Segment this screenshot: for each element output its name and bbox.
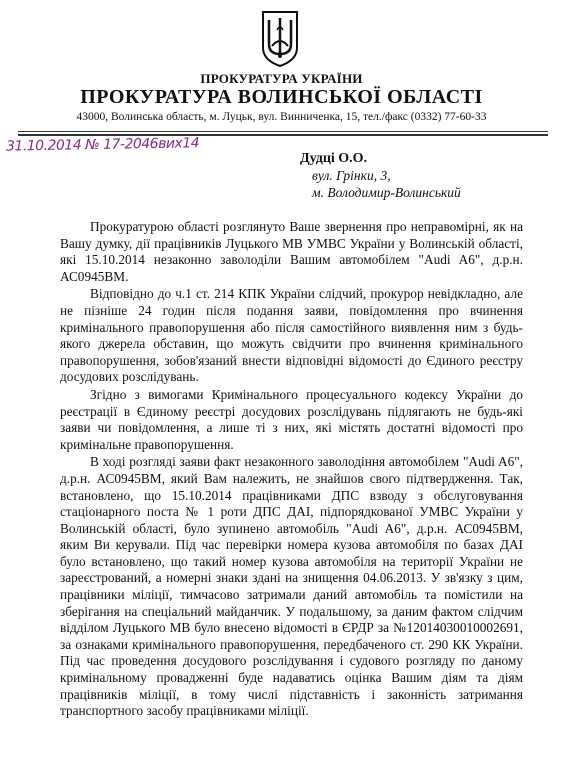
recipient-name: Дудці О.О. [300,151,368,166]
recipient-street: вул. Грінки, 3, [312,168,391,183]
paragraph-3: Згідно з вимогами Кримінального процесуального кодексу України до реєстрації в Єдиному реєстрі досудових розслідувань підлягають не будь-які заяви чи повідомлення, а лише ті з них, які містять достатні відомості про кримінальне правопорушення. [60,386,523,452]
recipient-block [300,150,550,201]
letter-body [60,219,523,721]
registration-handwriting [6,133,306,154]
org-top-title: ПРОКУРАТУРА УКРАЇНИ [200,71,363,86]
paragraph-2: Відповідно до ч.1 ст. 214 КПК України слідчий, прокурор невідкладно, але не пізніше 24 годин після подання заяви, повідомлення про вчинення кримінального правопорушення або після самостійного виявлення ним з будь-якого джерела обставин, що можуть свідчити про вчинення кримінального правопорушення, зобов'язаний внести відповідні відомості до Єдиного реєстру досудових розслідувань. [60,286,523,385]
paragraph-1: Прокуратурою області розглянуто Ваше звернення про неправомірні, як на Вашу думку, дії працівників Луцького МВ УМВС України у Волинській області, які 15.10.2014 незаконно заволоділи Вашим автомобілем "Audi A6", д.р.н. АС0945ВМ. [60,219,523,284]
org-main-title: ПРОКУРАТУРА ВОЛИНСЬКОЇ ОБЛАСТІ [80,86,483,108]
recipient-city: м. Володимир-Волинський [312,185,461,200]
paragraph-4: В ході розгляді заяви факт незаконного заволодіння автомобілем "Audi A6", д.р.н. АС0945ВМ, який Вам належить, не знайшов свого підтвердження. Так, встановлено, що 15.10.2014 працівниками ДПС взводу з обслуговування стаціонарного поста № 1 роти ДПС ДАІ, підпорядкованої УМВС України у Волинській області, було зупинено автомобіль "Audi A6", д.р.н. АС0945ВМ, яким Ви керували. Під час перевірки номера кузова автомобіля по базах ДАІ було встановлено, що такий номер кузова автомобіля на території України не зареєстрований, а номерні знаки здані на знищення 04.06.2013. У зв'язку з цим, працівники міліції, тимчасово затримали даний автомобіль та помістили на зберігання на спеціальний майданчик. У подальшому, за даним фактом слідчим відділом Луцького МВ було внесено відомості в ЄРДР за №12014030010002691, за ознаками кримінального правопорушення, передбаченого ст. 290 КК України. Під час проведення досудового розслідування і судового розгляду по даному кримінальному провадженні буде надаватись оцінка Вашим діям та діям працівників міліції, в тому числі підставність і законність затримання транспортного засобу працівниками міліції. [60,454,523,719]
org-address: 43000, Волинська область, м. Луцьк, вул. Винниченка, 15, тел./факс (0332) 77-60-33 [76,111,487,123]
reg-no-label: № [84,136,100,154]
reg-number: 17-2046вих14 [103,135,200,153]
reg-date: 31.10.2014 [5,137,82,155]
trident-icon [260,10,300,68]
header-divider [18,131,548,132]
